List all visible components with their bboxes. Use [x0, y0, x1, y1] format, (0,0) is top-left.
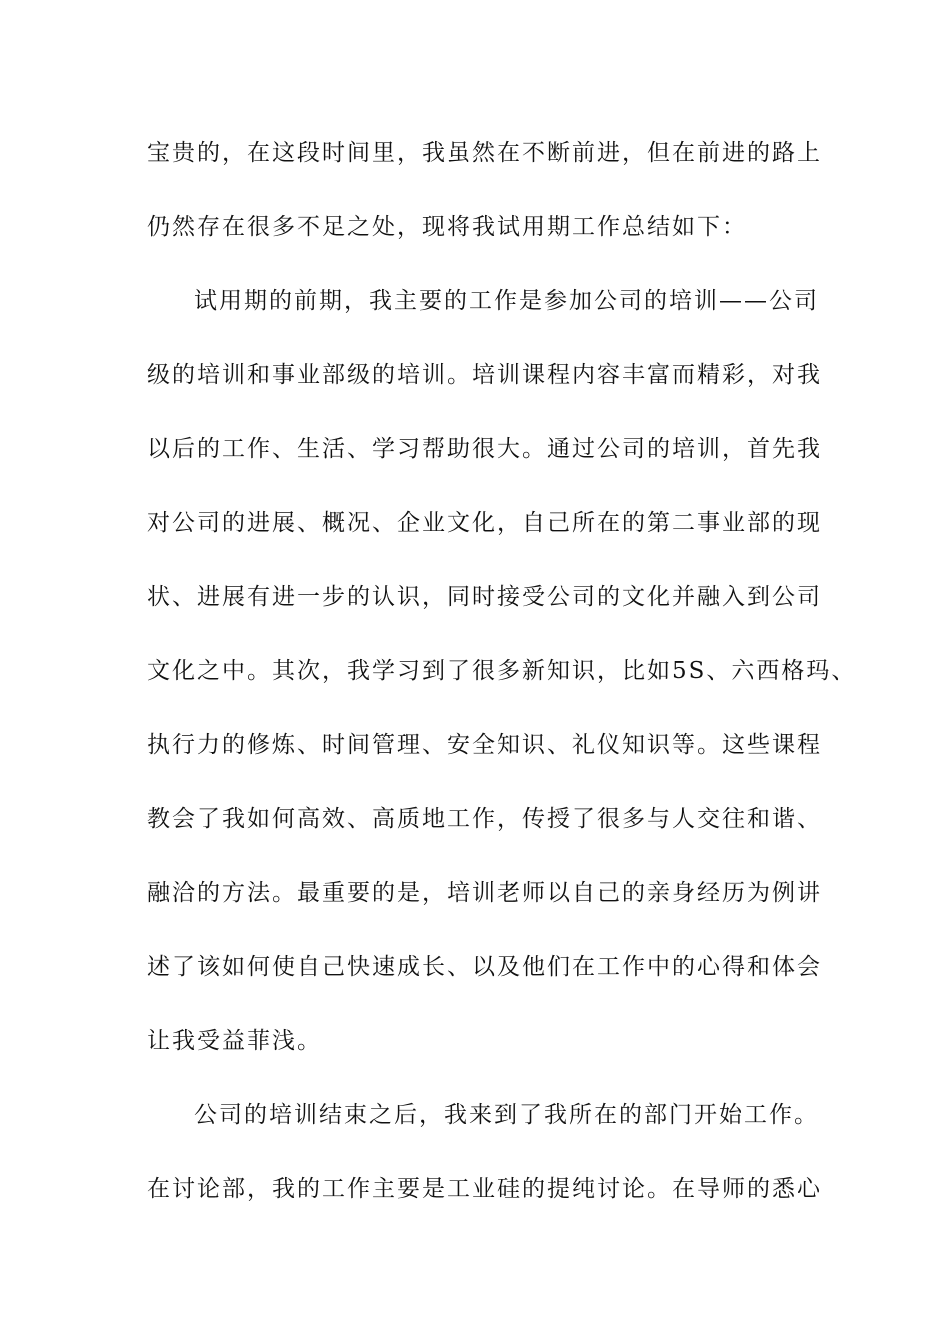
text-line: 以后的工作、生活、学习帮助很大。通过公司的培训，首先我: [147, 436, 822, 462]
text-line: 对公司的进展、概况、企业文化，自己所在的第二事业部的现: [147, 510, 822, 536]
text-line: 执行力的修炼、时间管理、安全知识、礼仪知识等。这些课程: [147, 732, 822, 758]
text-line: 融洽的方法。最重要的是，培训老师以自己的亲身经历为例讲: [147, 880, 822, 906]
text-line: 教会了我如何高效、高质地工作，传授了很多与人交往和谐、: [147, 806, 822, 832]
text-line: 让我受益菲浅。: [147, 1028, 322, 1054]
paragraph-first-line: 试用期的前期，我主要的工作是参加公司的培训——公司: [194, 288, 819, 314]
text-line: 状、进展有进一步的认识，同时接受公司的文化并融入到公司: [147, 584, 822, 610]
text-line: 级的培训和事业部级的培训。培训课程内容丰富而精彩，对我: [147, 362, 822, 388]
text-line: 文化之中。其次，我学习到了很多新知识，比如5S、六西格玛、: [147, 658, 857, 684]
text-line: 仍然存在很多不足之处，现将我试用期工作总结如下：: [147, 214, 747, 240]
text-line: 宝贵的，在这段时间里，我虽然在不断前进，但在前进的路上: [147, 140, 822, 166]
text-line: 述了该如何使自己快速成长、以及他们在工作中的心得和体会: [147, 954, 822, 980]
paragraph-first-line: 公司的培训结束之后，我来到了我所在的部门开始工作。: [194, 1102, 819, 1128]
text-line: 在讨论部，我的工作主要是工业硅的提纯讨论。在导师的悉心: [147, 1176, 822, 1202]
